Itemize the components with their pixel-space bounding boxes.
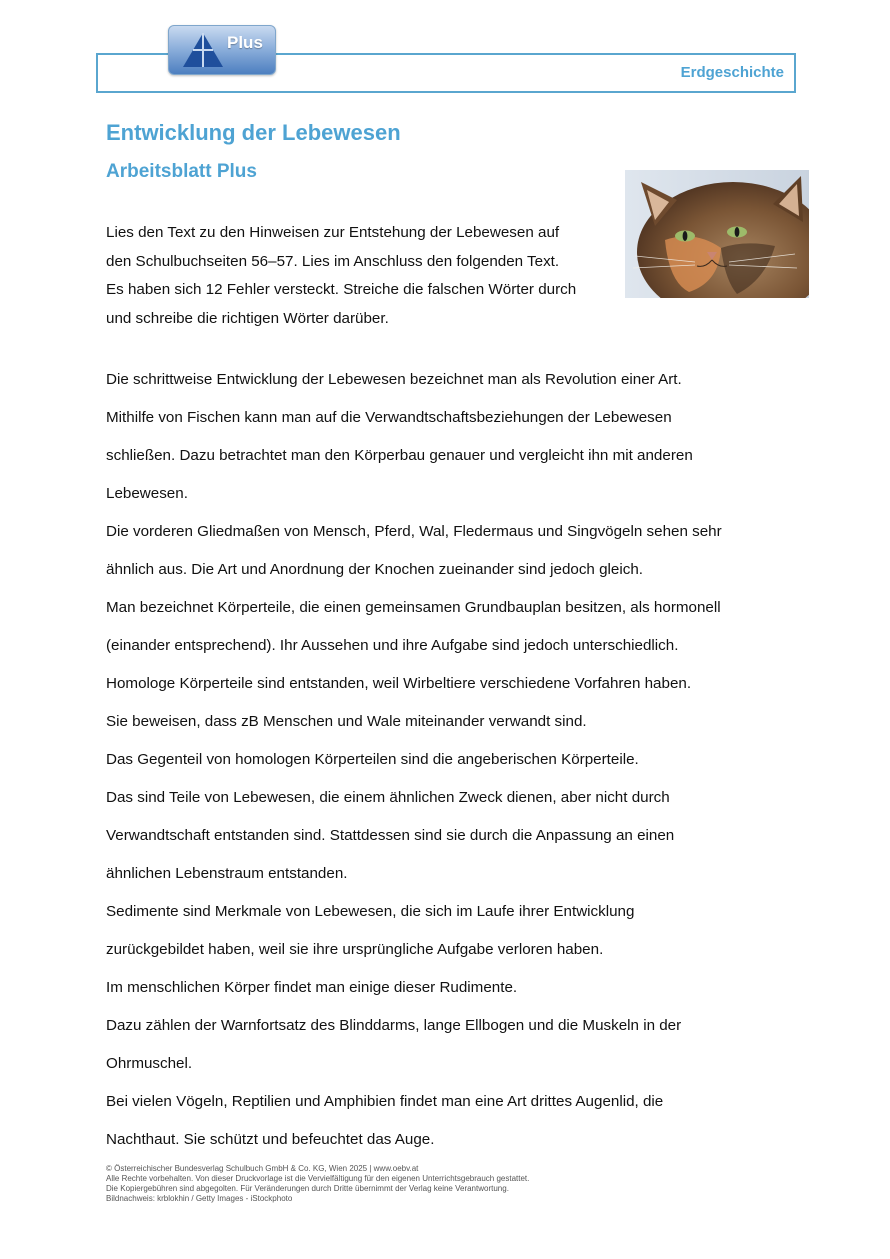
- text-line: Mithilfe von Fischen kann man auf die Verwandtschaftsbeziehungen der Lebewesen: [106, 409, 672, 426]
- text-line: Verwandtschaft entstanden sind. Stattdessen sind sie durch die Anpassung an einen: [106, 827, 675, 844]
- instructions: [106, 219, 621, 333]
- text-line: Die vorderen Gliedmaßen von Mensch, Pferd, Wal, Fledermaus und Singvögeln sehen sehr: [106, 523, 722, 540]
- text-line: Lebewesen.: [106, 485, 188, 502]
- footer: [106, 1164, 806, 1204]
- text-line: schließen. Dazu betrachtet man den Körperbau genauer und vergleicht ihn mit anderen: [106, 447, 693, 464]
- text-line: Homologe Körperteile sind entstanden, weil Wirbeltiere verschiedene Vorfahren haben.: [106, 675, 692, 692]
- text-line: Sie beweisen, dass zB Menschen und Wale miteinander verwandt sind.: [106, 713, 587, 730]
- instruction-line: und schreibe die richtigen Wörter darüber.: [106, 309, 389, 327]
- cat-photo: [625, 170, 809, 298]
- logo-label: Plus: [227, 33, 263, 52]
- text-line: (einander entsprechend). Ihr Aussehen und ihre Aufgabe sind jedoch unterschiedlich.: [106, 637, 679, 654]
- text-line: Im menschlichen Körper findet man einige dieser Rudimente.: [106, 979, 518, 996]
- footer-line: Die Kopiergebühren sind abgegolten. Für Veränderungen durch Dritte übernimmt der Verlag keine Verantwortung.: [106, 1184, 509, 1193]
- text-line: Man bezeichnet Körperteile, die einen gemeinsamen Grundbauplan besitzen, als hormonell: [106, 599, 721, 616]
- text-line: Sedimente sind Merkmale von Lebewesen, die sich im Laufe ihrer Entwicklung: [106, 903, 635, 920]
- text-line: Ohrmuschel.: [106, 1055, 193, 1072]
- plus-logo: [168, 25, 276, 75]
- footer-line: © Österreichischer Bundesverlag Schulbuch GmbH & Co. KG, Wien 2025 | www.oebv.at: [106, 1164, 419, 1173]
- header-subject: Erdgeschichte: [680, 64, 784, 81]
- text-line: ähnlichen Lebenstraum entstanden.: [106, 865, 348, 882]
- text-line: Das Gegenteil von homologen Körperteilen sind die angeberischen Körperteile.: [106, 751, 639, 768]
- worksheet-title: Entwicklung der Lebewesen: [106, 120, 401, 145]
- text-line: ähnlich aus. Die Art und Anordnung der Knochen zueinander sind jedoch gleich.: [106, 561, 643, 578]
- instruction-line: Lies den Text zu den Hinweisen zur Entstehung der Lebewesen auf: [106, 224, 560, 241]
- exercise-text: [106, 361, 796, 1159]
- footer-line: Alle Rechte vorbehalten. Von dieser Druckvorlage ist die Vervielfältigung für den eigenen Unterrichtsgebrauch gestattet.: [106, 1174, 530, 1183]
- text-line: Nachthaut. Sie schützt und befeuchtet das Auge.: [106, 1131, 435, 1148]
- text-line: Das sind Teile von Lebewesen, die einem ähnlichen Zweck dienen, aber nicht durch: [106, 789, 670, 806]
- worksheet-subtitle: Arbeitsblatt Plus: [106, 161, 257, 182]
- instruction-line: den Schulbuchseiten 56–57. Lies im Anschluss den folgenden Text.: [106, 252, 560, 270]
- text-line: Dazu zählen der Warnfortsatz des Blinddarms, lange Ellbogen und die Muskeln in der: [106, 1017, 682, 1034]
- footer-line: Bildnachweis: krblokhin / Getty Images - iStockphoto: [106, 1194, 293, 1203]
- text-line: zurückgebildet haben, weil sie ihre ursprüngliche Aufgabe verloren haben.: [106, 941, 604, 958]
- instruction-line: Es haben sich 12 Fehler versteckt. Streiche die falschen Wörter durch: [106, 281, 577, 299]
- triangle-logo-icon: [181, 31, 225, 69]
- text-line: Die schrittweise Entwicklung der Lebewesen bezeichnet man als Revolution einer Art.: [106, 371, 682, 388]
- text-line: Bei vielen Vögeln, Reptilien und Amphibien findet man eine Art drittes Augenlid, die: [106, 1093, 664, 1110]
